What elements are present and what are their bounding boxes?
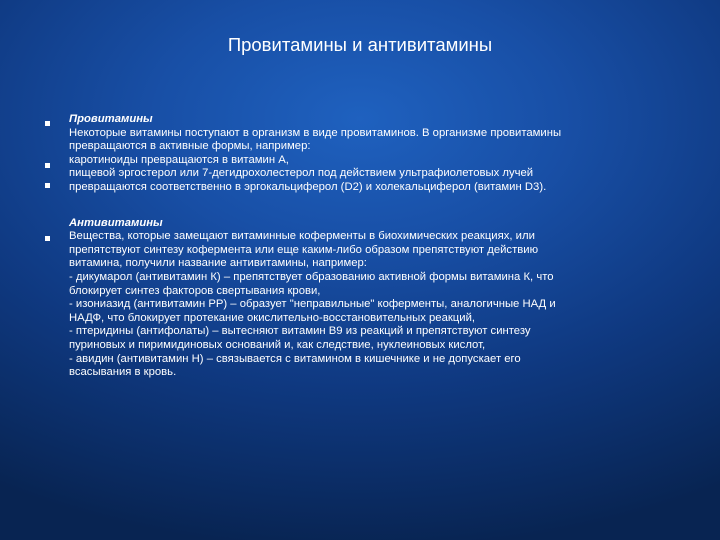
section-heading-provitamins: Провитамины xyxy=(69,113,153,125)
body-line: - авидин (антивитамин Н) – связывается с витамином в кишечнике и не допускает его xyxy=(69,352,521,365)
bullet-marker xyxy=(45,163,50,168)
section-heading-antivitamins: Антивитамины xyxy=(69,216,163,229)
body-line: превращаются соответственно в эргокальциферол (D2) и холекальциферол (витамин D3). xyxy=(69,180,547,193)
body-line: блокирует синтез факторов свертывания крови, xyxy=(69,284,321,297)
body-line: - изониазид (антивитамин РР) – образует "неправильные" коферменты, аналогичные НАД и xyxy=(69,298,556,311)
body-line: Вещества, которые замещают витаминные коферменты в биохимических реакциях, или xyxy=(69,230,535,243)
body-line: витамина, получили название антивитамины, например: xyxy=(69,257,367,270)
slide-title: Провитамины и антивитамины xyxy=(227,34,493,55)
body-line: каротиноиды превращаются в витамин А, xyxy=(69,153,289,166)
body-line: препятствуют синтезу кофермента или еще каким-либо образом препятствуют действию xyxy=(69,243,539,256)
slide-body xyxy=(69,113,669,380)
body-line: НАДФ, что блокирует протекание окислительно-восстановительных реакций, xyxy=(69,311,476,324)
body-line: - дикумарол (антивитамин К) – препятствует образованию активной формы витамина К, что xyxy=(69,270,554,283)
bullet-marker xyxy=(45,236,50,241)
body-line: Некоторые витамины поступают в организм в виде провитаминов. В организме провитамины xyxy=(69,126,562,139)
bullet-marker xyxy=(45,183,50,188)
body-line: пищевой эргостерол или 7-дегидрохолестерол под действием ультрафиолетовых лучей xyxy=(69,167,534,180)
body-line: - птеридины (антифолаты) – вытесняют витамин В9 из реакций и препятствуют синтезу xyxy=(69,325,531,338)
body-line: пуриновых и пиримидиновых оснований и, как следствие, нуклеиновых кислот, xyxy=(69,338,486,351)
body-line: превращаются в активные формы, например: xyxy=(69,140,311,153)
bullet-marker xyxy=(45,121,50,126)
body-line: всасывания в кровь. xyxy=(69,366,177,379)
